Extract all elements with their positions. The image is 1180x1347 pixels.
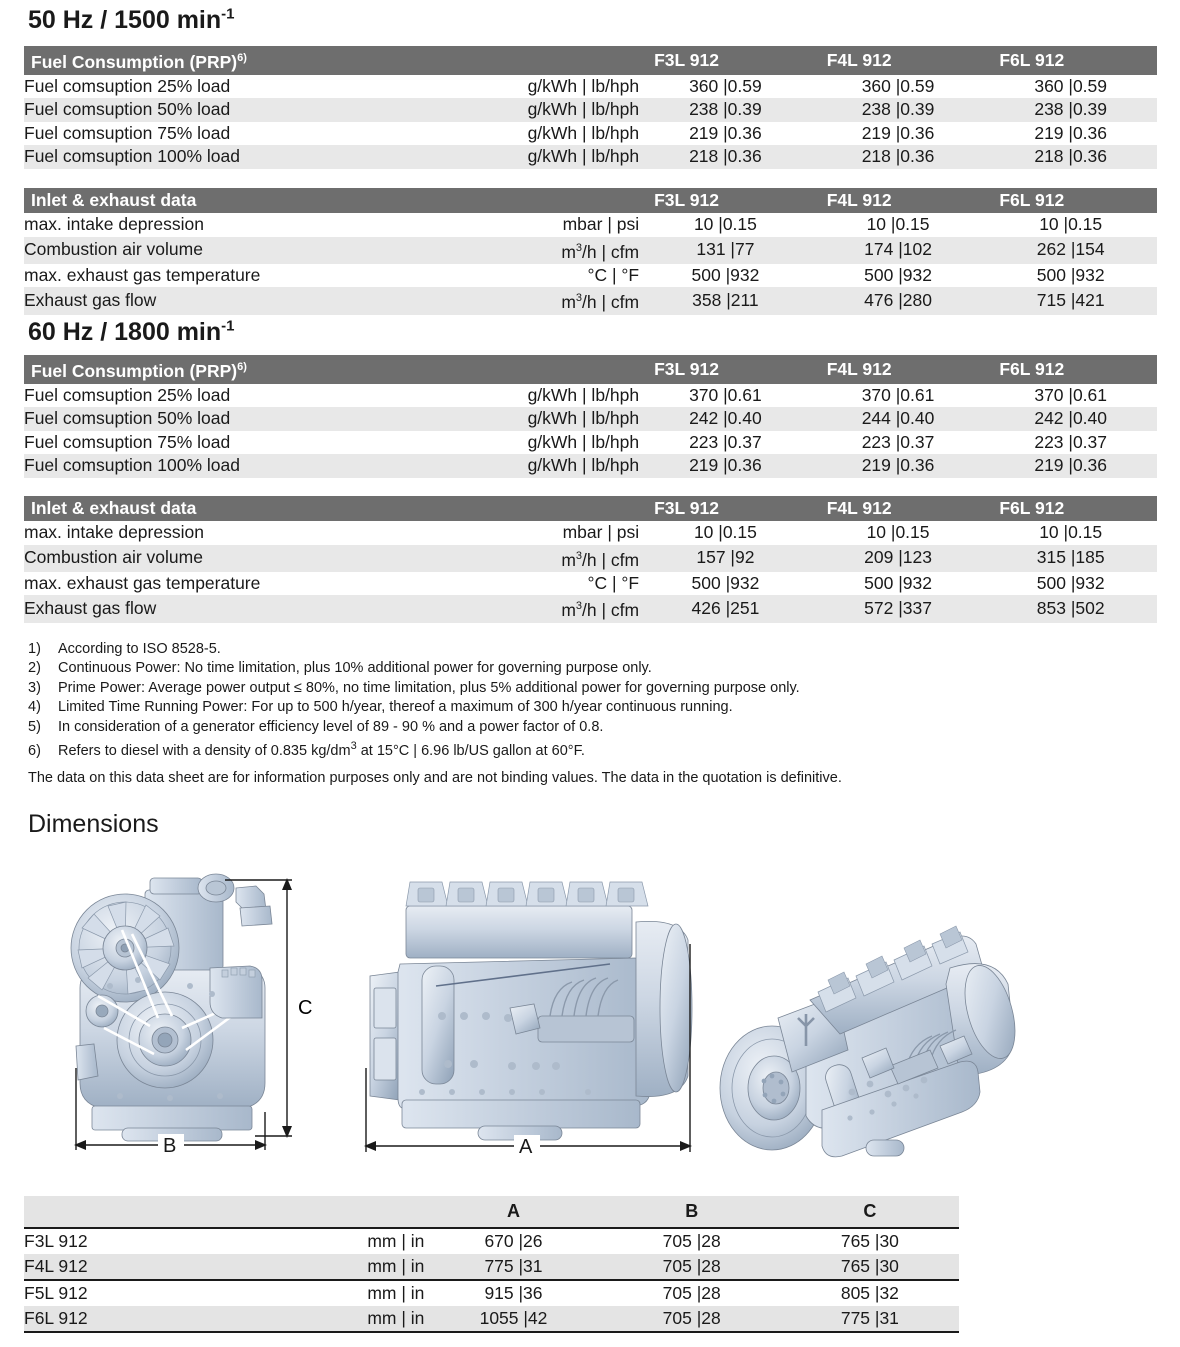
row-value-f4l: 370 |0.61 [812,384,985,408]
table-header-unit [449,46,639,75]
row-label: Fuel comsuption 50% load [24,98,449,122]
dimensions-header-row [24,1196,959,1228]
table-row [24,75,1157,99]
row-value-f6l: 10 |0.15 [984,521,1157,545]
row-value-f6l: 500 |932 [984,264,1157,288]
unit-prefix: m [561,549,576,570]
disclaimer-text: The data on this data sheet are for information purposes only and are not binding values. The data in the quotation is definitive. [28,770,842,786]
table-fuel-consumption-50hz [24,46,1157,169]
table-inlet-exhaust-50hz [24,188,1157,315]
unit-suffix: /h | cfm [582,549,640,570]
row-value-f3l: 500 |932 [639,264,812,288]
table-row [24,1306,959,1332]
table-header-title: Inlet & exhaust data [24,496,449,521]
header-title-sup: 6) [237,361,247,373]
row-value-f6l: 242 |0.40 [984,407,1157,431]
row-value-f6l: 370 |0.61 [984,384,1157,408]
row-value-f4l: 500 |932 [812,572,985,596]
row-unit: mbar | psi [449,521,639,545]
dimensions-row-c: 765 |30 [781,1228,959,1254]
row-unit [449,595,639,622]
row-label: Combustion air volume [24,237,449,264]
unit-prefix: m [561,600,576,621]
footnotes-list [28,640,1128,761]
row-label: Combustion air volume [24,545,449,572]
footnote-text: Limited Time Running Power: For up to 500 h/year, thereof a maximum of 300 h/year continuous running. [58,699,733,716]
row-unit: °C | °F [449,264,639,288]
row-value-f3l: 242 |0.40 [639,407,812,431]
row-label: Fuel comsuption 25% load [24,384,449,408]
dimensions-row-model: F5L 912 [24,1280,239,1306]
table-row [24,454,1157,478]
dimensions-row-b: 705 |28 [603,1228,781,1254]
table-header-model-3: F6L 912 [984,46,1157,75]
footnote-text: Continuous Power: No time limitation, plus 10% additional power for governing purpose only. [58,660,652,677]
dimensions-header-blank-1 [24,1196,239,1228]
row-value-f4l: 219 |0.36 [812,122,985,146]
row-value-f3l: 500 |932 [639,572,812,596]
table-row [24,1254,959,1280]
row-value-f4l: 209 |123 [812,545,985,572]
table-header-model-3: F6L 912 [984,355,1157,384]
row-value-f6l: 223 |0.37 [984,431,1157,455]
table-header-row [24,46,1157,75]
engine-perspective-view [720,926,1024,1157]
table-row [24,384,1157,408]
row-value-f6l: 853 |502 [984,595,1157,622]
table-header-model-1: F3L 912 [639,355,812,384]
footnote-item [28,659,1128,678]
unit-prefix: m [561,292,576,313]
unit-superscript: 3 [575,241,583,254]
row-value-f6l: 218 |0.36 [984,145,1157,169]
table-dimensions [24,1196,959,1333]
dimensions-row-unit: mm | in [239,1280,424,1306]
footnote-item [28,698,1128,717]
dimensions-row-unit: mm | in [239,1254,424,1280]
row-label: max. exhaust gas temperature [24,264,449,288]
table-row [24,1228,959,1254]
dimensions-row-a: 1055 |42 [424,1306,602,1332]
row-value-f6l: 219 |0.36 [984,454,1157,478]
row-unit: g/kWh | lb/hph [449,122,639,146]
row-unit [449,545,639,572]
table-header-model-1: F3L 912 [639,188,812,213]
table-row [24,407,1157,431]
table-header-row [24,496,1157,521]
dimensions-header-b: B [603,1196,781,1228]
dimensions-row-b: 705 |28 [603,1306,781,1332]
table-row [24,1280,959,1306]
footnote-number: 1) [28,641,41,657]
row-value-f3l: 238 |0.39 [639,98,812,122]
row-unit: g/kWh | lb/hph [449,75,639,99]
row-label: Fuel comsuption 100% load [24,454,449,478]
row-value-f6l: 360 |0.59 [984,75,1157,99]
footnote-number: 3) [28,679,41,696]
table-header-title [24,355,449,384]
footnote-number: 2) [28,660,41,677]
header-title-text: Fuel Consumption (PRP) [31,360,238,381]
row-unit: g/kWh | lb/hph [449,407,639,431]
footnote-number: 4) [28,699,41,716]
dimensions-title-text: Dimensions [28,810,159,838]
section-heading-50hz-sup: -1 [221,6,235,23]
row-unit: mbar | psi [449,213,639,237]
table-row [24,287,1157,314]
dimensions-row-a: 915 |36 [424,1280,602,1306]
dimension-label-c: C [298,997,313,1019]
table-header-model-1: F3L 912 [639,496,812,521]
section-heading-50hz-text: 50 Hz / 1500 min [28,6,222,35]
table-header-model-2: F4L 912 [812,355,985,384]
dimensions-heading [28,810,159,839]
table-row [24,145,1157,169]
table-header-row [24,188,1157,213]
footnote-text-suffix: at 15°C | 6.96 lb/US gallon at 60°F. [356,742,585,759]
row-value-f3l: 360 |0.59 [639,75,812,99]
engine-side-view [370,882,692,1140]
table-row [24,264,1157,288]
footnote-text: Prime Power: Average power output ≤ 80%, no time limitation, plus 5% additional power for governing purpose only. [58,679,800,696]
row-value-f3l: 358 |211 [639,287,812,314]
section-heading-50hz [28,6,235,35]
footnote-item [28,679,1128,698]
table-header-model-2: F4L 912 [812,188,985,213]
row-value-f4l: 572 |337 [812,595,985,622]
table-header-unit [449,188,639,213]
row-value-f6l: 262 |154 [984,237,1157,264]
dimensions-row-b: 705 |28 [603,1280,781,1306]
unit-superscript: 3 [575,292,583,305]
row-value-f6l: 10 |0.15 [984,213,1157,237]
unit-prefix: m [561,241,576,262]
dimensions-row-unit: mm | in [239,1306,424,1332]
row-value-f4l: 223 |0.37 [812,431,985,455]
table-header-model-2: F4L 912 [812,46,985,75]
section-heading-60hz [28,318,235,347]
footnote-text-rich [58,737,1128,761]
table-header-model-1: F3L 912 [639,46,812,75]
table-row [24,595,1157,622]
dimensions-row-a: 775 |31 [424,1254,602,1280]
row-value-f6l: 219 |0.36 [984,122,1157,146]
table-header-unit [449,496,639,521]
row-value-f3l: 10 |0.15 [639,521,812,545]
table-header-model-3: F6L 912 [984,188,1157,213]
row-unit [449,237,639,264]
footnote-item [28,718,1128,737]
footnote-item [28,737,1128,761]
unit-suffix: /h | cfm [582,292,640,313]
row-value-f4l: 500 |932 [812,264,985,288]
footnote-text: According to ISO 8528-5. [58,641,221,657]
dimensions-header-c: C [781,1196,959,1228]
row-value-f6l: 238 |0.39 [984,98,1157,122]
row-value-f3l: 10 |0.15 [639,213,812,237]
unit-superscript: 3 [575,549,583,562]
footnote-item [28,640,1128,659]
row-value-f4l: 238 |0.39 [812,98,985,122]
row-label: Exhaust gas flow [24,287,449,314]
table-header-title [24,46,449,75]
dimension-label-b: B [163,1135,177,1157]
row-value-f4l: 218 |0.36 [812,145,985,169]
table-header-model-3: F6L 912 [984,496,1157,521]
row-value-f3l: 131 |77 [639,237,812,264]
row-unit: g/kWh | lb/hph [449,384,639,408]
row-value-f4l: 174 |102 [812,237,985,264]
row-unit: g/kWh | lb/hph [449,145,639,169]
row-label: max. intake depression [24,213,449,237]
table-row [24,122,1157,146]
table-header-row [24,355,1157,384]
row-value-f4l: 219 |0.36 [812,454,985,478]
dimensions-row-a: 670 |26 [424,1228,602,1254]
row-label: Fuel comsuption 75% load [24,122,449,146]
row-unit: °C | °F [449,572,639,596]
engine-illustrations-svg [50,868,1130,1168]
footnote-number: 5) [28,718,41,735]
footnote-text-prefix: Refers to diesel with a density of 0.835 kg/dm [58,742,351,759]
unit-suffix: /h | cfm [582,241,640,262]
table-row [24,98,1157,122]
row-value-f3l: 370 |0.61 [639,384,812,408]
row-label: max. exhaust gas temperature [24,572,449,596]
row-label: Fuel comsuption 75% load [24,431,449,455]
row-label: Fuel comsuption 100% load [24,145,449,169]
dimensions-row-c: 765 |30 [781,1254,959,1280]
row-unit: g/kWh | lb/hph [449,98,639,122]
row-value-f3l: 426 |251 [639,595,812,622]
dimensions-row-model: F6L 912 [24,1306,239,1332]
row-value-f3l: 219 |0.36 [639,122,812,146]
dimension-label-a: A [519,1136,533,1158]
table-row [24,213,1157,237]
row-value-f3l: 157 |92 [639,545,812,572]
row-label: Exhaust gas flow [24,595,449,622]
dimensions-row-unit: mm | in [239,1228,424,1254]
unit-suffix: /h | cfm [582,600,640,621]
dimensions-header-blank-2 [239,1196,424,1228]
row-value-f6l: 500 |932 [984,572,1157,596]
dimensions-row-model: F3L 912 [24,1228,239,1254]
row-value-f3l: 219 |0.36 [639,454,812,478]
table-row [24,521,1157,545]
dimensions-header-a: A [424,1196,602,1228]
table-row [24,237,1157,264]
row-label: Fuel comsuption 25% load [24,75,449,99]
row-value-f4l: 10 |0.15 [812,521,985,545]
table-inlet-exhaust-60hz [24,496,1157,623]
table-header-model-2: F4L 912 [812,496,985,521]
table-row [24,431,1157,455]
section-heading-60hz-text: 60 Hz / 1800 min [28,318,222,347]
row-unit [449,287,639,314]
row-value-f4l: 10 |0.15 [812,213,985,237]
row-unit: g/kWh | lb/hph [449,454,639,478]
footnote-text: In consideration of a generator efficiency level of 89 - 90 % and a power factor of 0.8. [58,718,604,735]
table-fuel-consumption-60hz [24,355,1157,478]
engine-front-view [71,874,272,1141]
row-value-f6l: 715 |421 [984,287,1157,314]
row-value-f3l: 223 |0.37 [639,431,812,455]
row-value-f6l: 315 |185 [984,545,1157,572]
unit-superscript: 3 [575,600,583,613]
dimensions-row-c: 805 |32 [781,1280,959,1306]
row-value-f3l: 218 |0.36 [639,145,812,169]
dimensions-row-b: 705 |28 [603,1254,781,1280]
table-header-title: Inlet & exhaust data [24,188,449,213]
row-value-f4l: 360 |0.59 [812,75,985,99]
row-unit: g/kWh | lb/hph [449,431,639,455]
engine-dimension-figure [50,868,1130,1168]
table-row [24,572,1157,596]
table-row [24,545,1157,572]
row-label: Fuel comsuption 50% load [24,407,449,431]
header-title-text: Fuel Consumption (PRP) [31,51,238,72]
row-value-f4l: 476 |280 [812,287,985,314]
row-value-f4l: 244 |0.40 [812,407,985,431]
dimensions-row-model: F4L 912 [24,1254,239,1280]
footnote-number: 6) [28,742,41,759]
dimensions-row-c: 775 |31 [781,1306,959,1332]
footnote-text-superscript: 3 [350,740,357,753]
header-title-sup: 6) [237,52,247,64]
table-header-unit [449,355,639,384]
row-label: max. intake depression [24,521,449,545]
section-heading-60hz-sup: -1 [221,318,235,335]
